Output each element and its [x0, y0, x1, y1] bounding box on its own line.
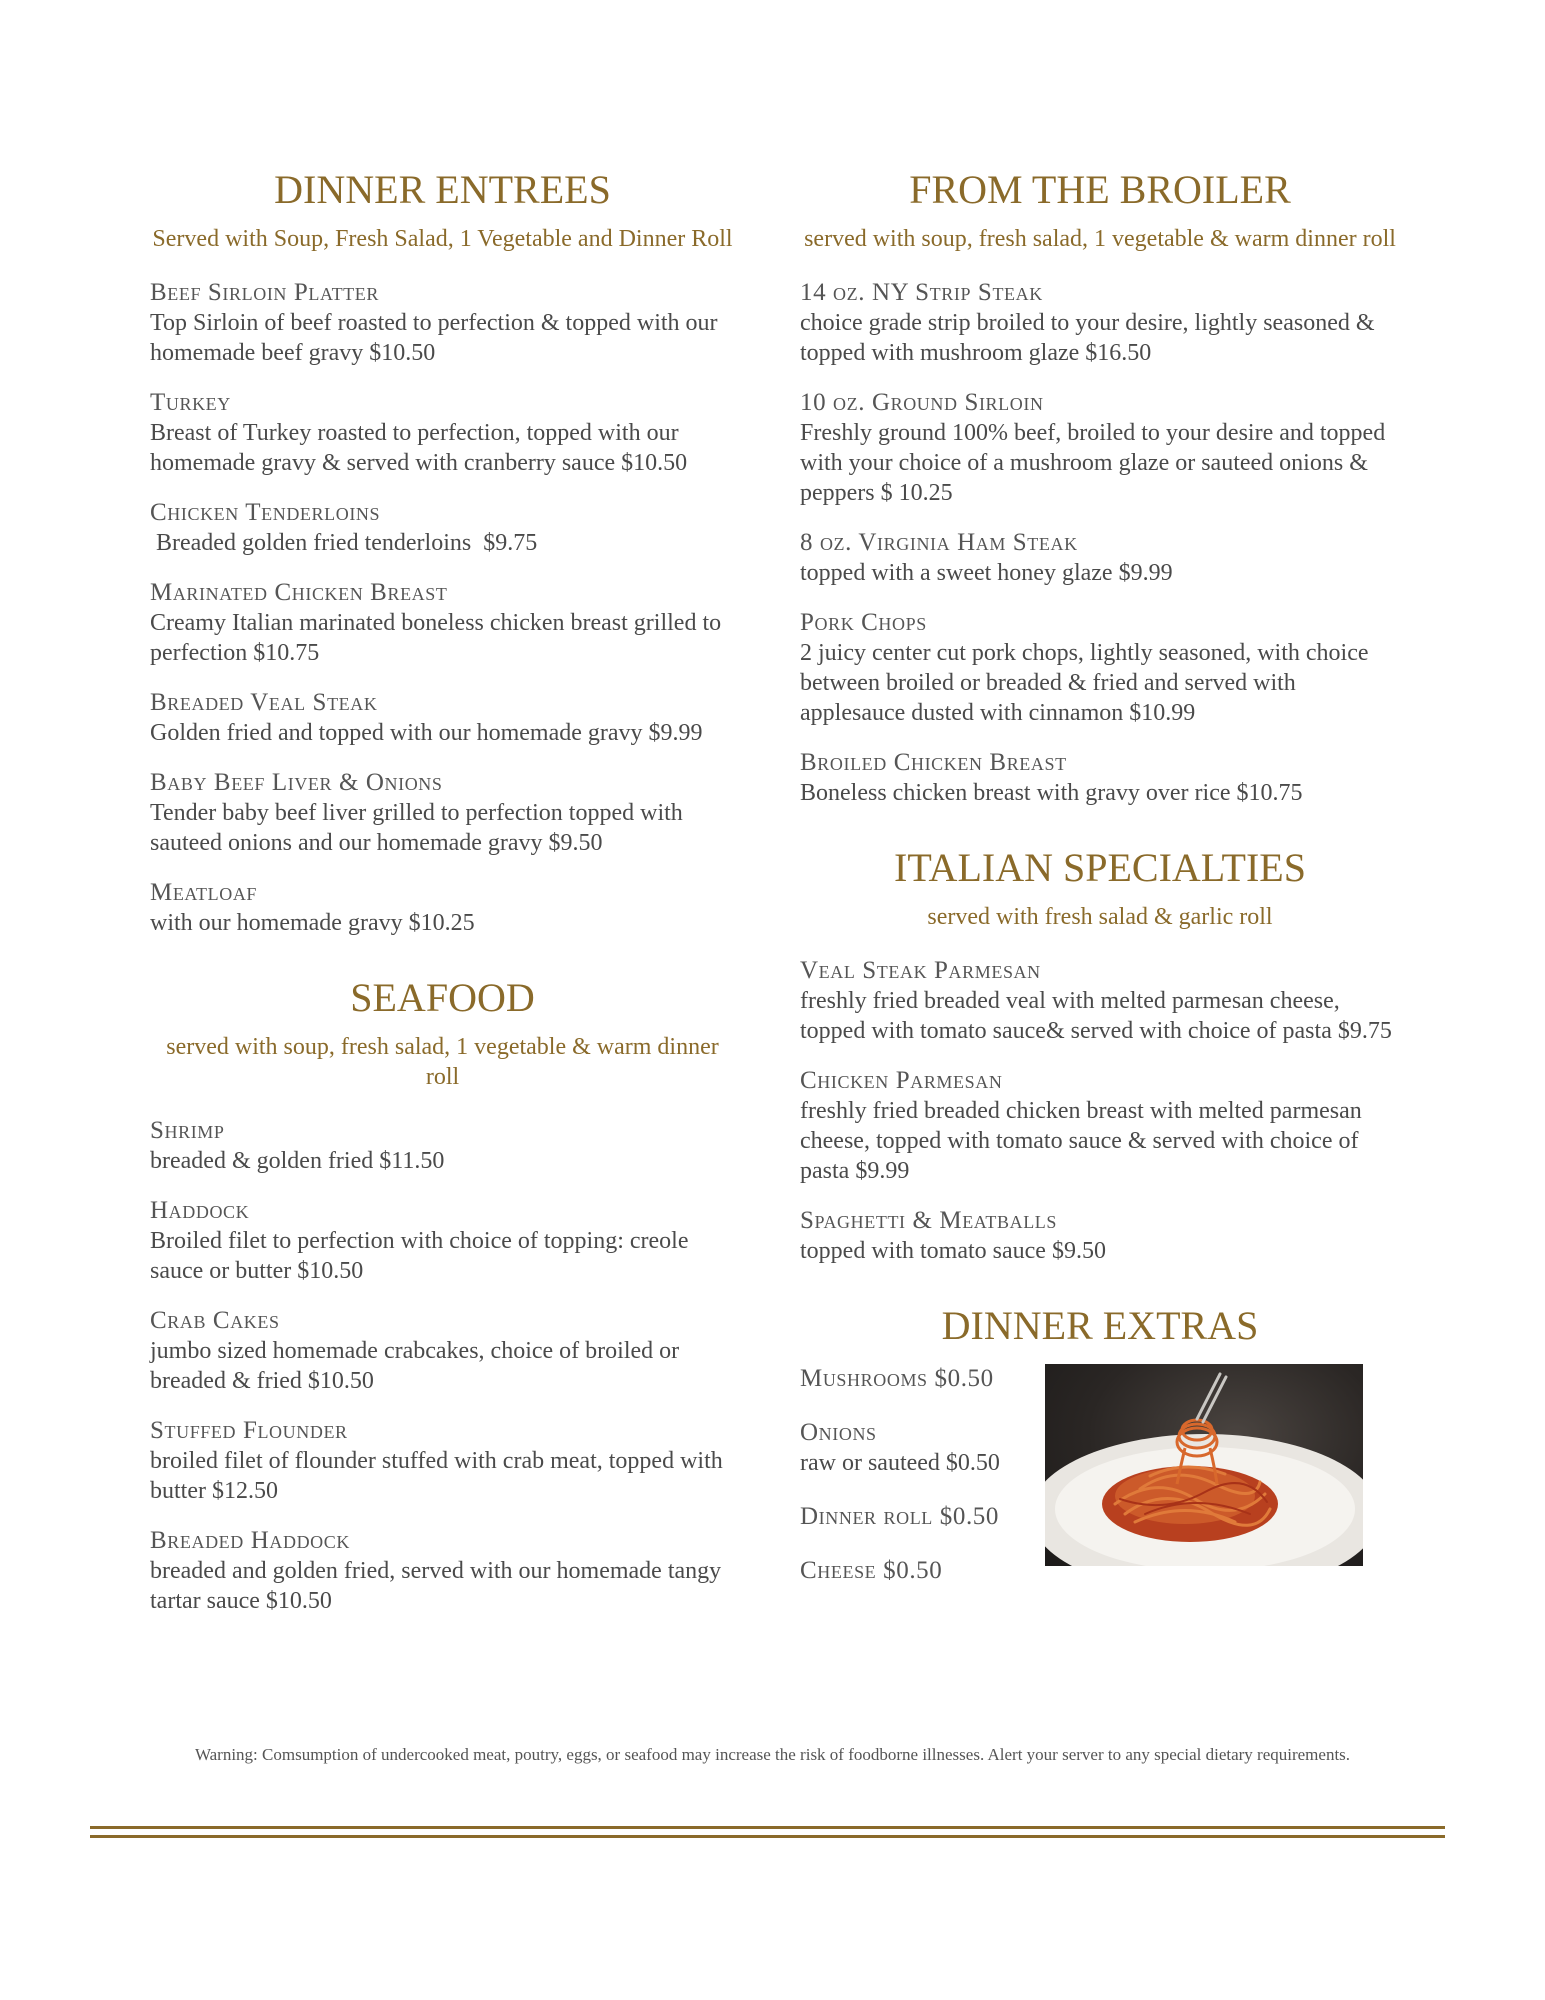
dinner-entrees-section: [150, 168, 735, 938]
menu-item-name: Baby Beef Liver & Onions: [150, 769, 443, 796]
menu-item-name: Spaghetti & Meatballs: [800, 1207, 1058, 1234]
section-title: DINNER ENTREES: [274, 167, 611, 212]
menu-item: [150, 388, 735, 478]
dinner-extras-section: [800, 1304, 1400, 1586]
spaghetti-illustration: [1045, 1364, 1363, 1566]
footer-divider: [90, 1826, 1445, 1829]
menu-item: [150, 688, 735, 748]
menu-item: [800, 956, 1400, 1046]
menu-item-description: breaded and golden fried, served with our homemade tangy tartar sauce $10.50: [150, 1558, 722, 1614]
right-column: [800, 168, 1400, 1610]
menu-item-name: Breaded Haddock: [150, 1527, 350, 1554]
menu-item: [150, 578, 735, 668]
menu-item-description: Creamy Italian marinated boneless chicken breast grilled to perfection $10.75: [150, 610, 722, 666]
menu-item: [800, 528, 1400, 588]
menu-item-name: Cheese $0.50: [800, 1557, 943, 1584]
menu-item-name: Chicken Tenderloins: [150, 499, 381, 526]
menu-item-name: Shrimp: [150, 1117, 225, 1144]
menu-item-description: Golden fried and topped with our homemade gravy $9.99: [150, 720, 703, 746]
menu-item-description: freshly fried breaded chicken breast with melted parmesan cheese, topped with tomato sauce & served with choice of pasta $9.99: [800, 1098, 1362, 1184]
menu-item: [800, 1418, 1040, 1478]
menu-item-name: Crab Cakes: [150, 1307, 280, 1334]
menu-item-description: Freshly ground 100% beef, broiled to your desire and topped with your choice of a mushroom glaze or sauteed onions & peppers $ 10.25: [800, 420, 1386, 506]
menu-item-name: Stuffed Flounder: [150, 1417, 348, 1444]
food-safety-warning: Warning: Comsumption of undercooked meat, poutry, eggs, or seafood may increase the risk of foodborne illnesses. Alert your server to any special dietary requirements.: [194, 1745, 1351, 1764]
section-subtitle: Served with Soup, Fresh Salad, 1 Vegetable and Dinner Roll: [152, 226, 733, 252]
menu-item-description: broiled filet of flounder stuffed with crab meat, topped with butter $12.50: [150, 1448, 723, 1504]
menu-item-name: Marinated Chicken Breast: [150, 579, 448, 606]
menu-item: [800, 278, 1400, 368]
menu-item-name: Beef Sirloin Platter: [150, 279, 379, 306]
menu-item-name: Chicken Parmesan: [800, 1067, 1003, 1094]
menu-item-description: freshly fried breaded veal with melted parmesan cheese, topped with tomato sauce& served with choice of pasta $9.75: [800, 988, 1392, 1044]
menu-item: [800, 1556, 1040, 1586]
menu-item: [150, 1306, 735, 1396]
menu-item: [800, 748, 1400, 808]
menu-item-name: Meatloaf: [150, 879, 258, 906]
menu-item: [800, 388, 1400, 508]
menu-item: [800, 608, 1400, 728]
menu-item: [150, 768, 735, 858]
menu-item-name: Mushrooms $0.50: [800, 1365, 994, 1392]
extras-list: [800, 1364, 1040, 1586]
menu-item-description: Top Sirloin of beef roasted to perfection & topped with our homemade beef gravy $10.50: [150, 310, 718, 366]
italian-specialties-section: [800, 846, 1400, 1266]
menu-item-name: Dinner roll $0.50: [800, 1503, 999, 1530]
menu-item: [800, 1502, 1040, 1532]
menu-item-description: Breast of Turkey roasted to perfection, topped with our homemade gravy & served with cranberry sauce $10.50: [150, 420, 688, 476]
section-subtitle: served with fresh salad & garlic roll: [927, 904, 1273, 930]
menu-item-name: Breaded Veal Steak: [150, 689, 378, 716]
menu-item: [150, 1196, 735, 1286]
menu-item-description: topped with a sweet honey glaze $9.99: [800, 560, 1173, 586]
menu-item-name: Broiled Chicken Breast: [800, 749, 1067, 776]
menu-item: [150, 1526, 735, 1616]
section-title: FROM THE BROILER: [909, 167, 1291, 212]
menu-item-description: jumbo sized homemade crabcakes, choice of broiled or breaded & fried $10.50: [150, 1338, 680, 1394]
menu-item-name: Haddock: [150, 1197, 250, 1224]
menu-item: [800, 1364, 1040, 1394]
menu-item-description: with our homemade gravy $10.25: [150, 910, 475, 936]
menu-item: [800, 1066, 1400, 1186]
menu-item-description: 2 juicy center cut pork chops, lightly seasoned, with choice between broiled or breaded & fried and served with applesauce dusted with cinnamon $10.99: [800, 640, 1369, 726]
seafood-section: [150, 976, 735, 1616]
menu-item-description: topped with tomato sauce $9.50: [800, 1238, 1106, 1264]
menu-item-description: Breaded golden fried tenderloins $9.75: [150, 530, 538, 556]
footer-divider: [90, 1835, 1445, 1838]
menu-item: [150, 1416, 735, 1506]
menu-item-description: Tender baby beef liver grilled to perfection topped with sauteed onions and our homemade gravy $9.50: [150, 800, 683, 856]
section-subtitle: served with soup, fresh salad, 1 vegetable & warm dinner roll: [804, 226, 1396, 252]
menu-item: [150, 1116, 735, 1176]
menu-item: [150, 878, 735, 938]
menu-item: [150, 498, 735, 558]
left-column: [150, 168, 735, 1636]
menu-item-description: Broiled filet to perfection with choice of topping: creole sauce or butter $10.50: [150, 1228, 689, 1284]
menu-item: [150, 278, 735, 368]
from-the-broiler-section: [800, 168, 1400, 808]
menu-item-name: Pork Chops: [800, 609, 927, 636]
menu-item-name: Onions: [800, 1419, 877, 1446]
menu-item-description: choice grade strip broiled to your desire, lightly seasoned & topped with mushroom glaze $16.50: [800, 310, 1375, 366]
section-title: ITALIAN SPECIALTIES: [894, 845, 1306, 890]
menu-item-description: raw or sauteed $0.50: [800, 1450, 1000, 1476]
menu-item: [800, 1206, 1400, 1266]
menu-item-name: Turkey: [150, 389, 231, 416]
menu-item-name: 8 oz. Virginia Ham Steak: [800, 529, 1078, 556]
menu-item-name: Veal Steak Parmesan: [800, 957, 1041, 984]
menu-item-description: breaded & golden fried $11.50: [150, 1148, 445, 1174]
section-title: DINNER EXTRAS: [941, 1303, 1259, 1348]
section-subtitle: served with soup, fresh salad, 1 vegetable & warm dinner roll: [166, 1034, 719, 1090]
section-title: SEAFOOD: [350, 975, 535, 1020]
menu-item-name: 10 oz. Ground Sirloin: [800, 389, 1044, 416]
spaghetti-photo: [1045, 1364, 1363, 1566]
menu-item-name: 14 oz. NY Strip Steak: [800, 279, 1043, 306]
menu-item-description: Boneless chicken breast with gravy over rice $10.75: [800, 780, 1303, 806]
